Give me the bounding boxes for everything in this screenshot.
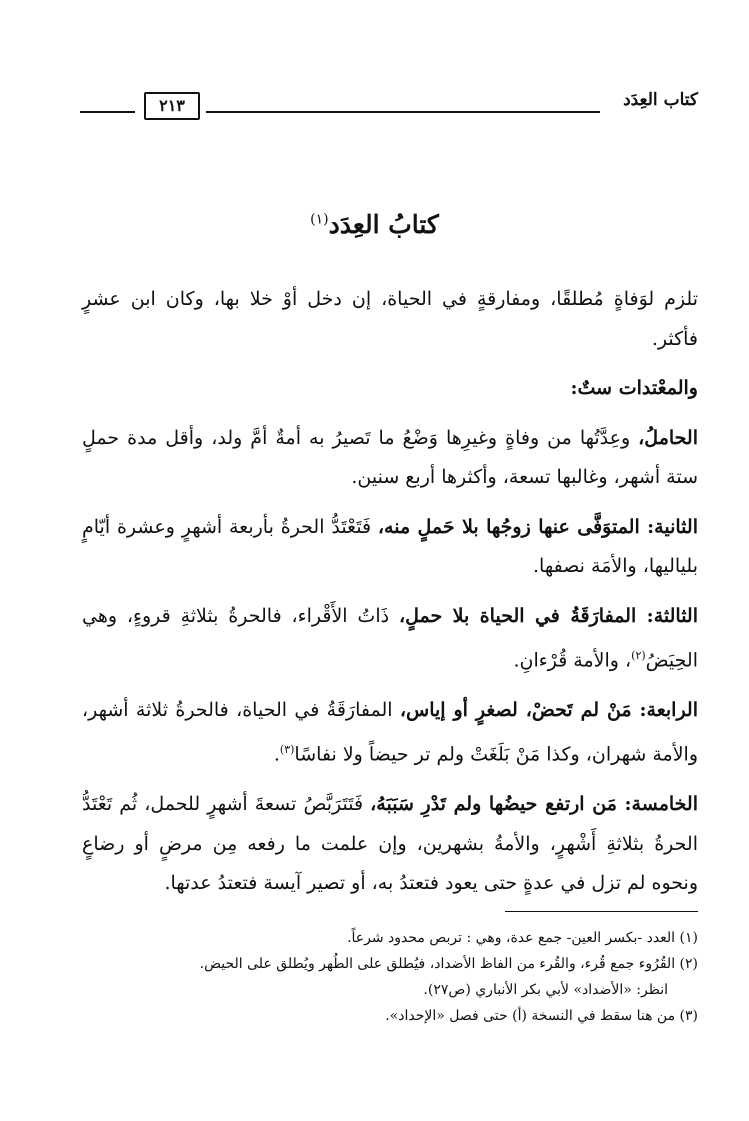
paragraph-text: ذَاتُ الأَقْراء، فالحرةُ بثلاثةِ قروءٍ، وهي الحِيَضُ — [82, 604, 698, 672]
paragraph-lead: الثانية: المتوَفَّى عنها زوجُها بلا حَملٍ منه، — [377, 515, 698, 538]
paragraph-text: المفارَقَةُ في الحياة، فالحرةُ ثلاثة أشهر، والأمة شهران، وكذا مَنْ بَلَغَتْ ولم تر حيضاً ولا نفاسًا — [82, 698, 698, 766]
footnote-ref: (٣) — [279, 743, 295, 757]
footnote-rule — [505, 911, 698, 912]
footnotes — [82, 925, 698, 1029]
paragraph-text: فَتَعْتَدُّ الحرةُ بأربعة أشهرٍ وعشرة أيّامٍ بلياليها، والأمَة نصفها. — [82, 515, 698, 577]
paragraph — [82, 691, 698, 775]
chapter-title — [0, 210, 749, 239]
body-text — [82, 280, 698, 914]
footnote-ref: (٢) — [631, 649, 646, 662]
footnote-2: (٢) القُرُوء جمع قُرء، والقُرء من الفاظ الأضداد، فيُطلق على الطُهر ويُطلق على الحيض. — [199, 956, 698, 972]
paragraph — [82, 508, 698, 587]
page-number: ٢١٣ — [144, 92, 200, 120]
paragraph-lead: الثالثة: المفارَقَةُ في الحياة بلا حملٍ، — [398, 604, 698, 627]
paragraph — [82, 785, 698, 904]
chapter-title-text: كتابُ العِدَد — [328, 210, 439, 239]
paragraph-text: . — [273, 743, 280, 766]
paragraph-text: فَتَتَرَبَّصُ تسعةَ أشهرٍ للحمل، ثُم تَعْتَدُّ الحرةُ بثلاثةِ أَشْهرٍ، والأمةُ بشهرين، وإن علمت ما رفعه مِن مرضٍ أو رضاعٍ ونحوه لم تزل في عدةٍ حتى يعود فتعتدُ به، أو تصير آيسة فتعتدُ عدتها. — [82, 793, 698, 895]
paragraph-lead: الرابعة: مَنْ لم تَحضْ، لصغرٍ أو إياس، — [399, 698, 699, 721]
header-rule-short — [80, 111, 135, 113]
paragraph-text: وعِدَّتُها من وفاةٍ وغيرِها وَضْعُ ما تَصيرُ به أمةٌ أمَّ ولد، وأقل مدة حملٍ ستة أشهر، وغالبها تسعة، وأكثرها أربع سنين. — [82, 426, 698, 488]
paragraph-lead: الخامسة: مَن ارتفع حيضُها ولم تَدْرِ سَبَبَهُ، — [370, 793, 698, 816]
paragraph: تلزم لوَفاةٍ مُطلقًا، ومفارقةٍ في الحياة، إن دخل أوْ خلا بها، وكان ابن عشرٍ فأكثر. — [82, 288, 698, 350]
paragraph-lead: الحاملُ، — [638, 426, 698, 449]
footnote-1: (١) العدد -بكسر العين- جمع عدة، وهي : تربص محدود شرعاً. — [347, 930, 698, 946]
footnote-3: (٣) من هنا سقط في النسخة (أ) حتى فصل «الإحداد». — [385, 1008, 698, 1024]
paragraph-text: ، والأمة قُرْءانِ. — [513, 649, 632, 672]
footnote-ref: (١) — [310, 211, 329, 228]
paragraph — [82, 597, 698, 681]
paragraph — [82, 419, 698, 498]
footnote-2-source: انظر: «الأضداد» لأبي بكر الأنباري (ص٢٧). — [423, 982, 668, 998]
header-rule — [206, 111, 600, 113]
running-header — [80, 82, 698, 122]
section-heading: والمعْتدات ستٌ: — [570, 377, 698, 399]
header-title: كتاب العِدَد — [623, 90, 698, 110]
